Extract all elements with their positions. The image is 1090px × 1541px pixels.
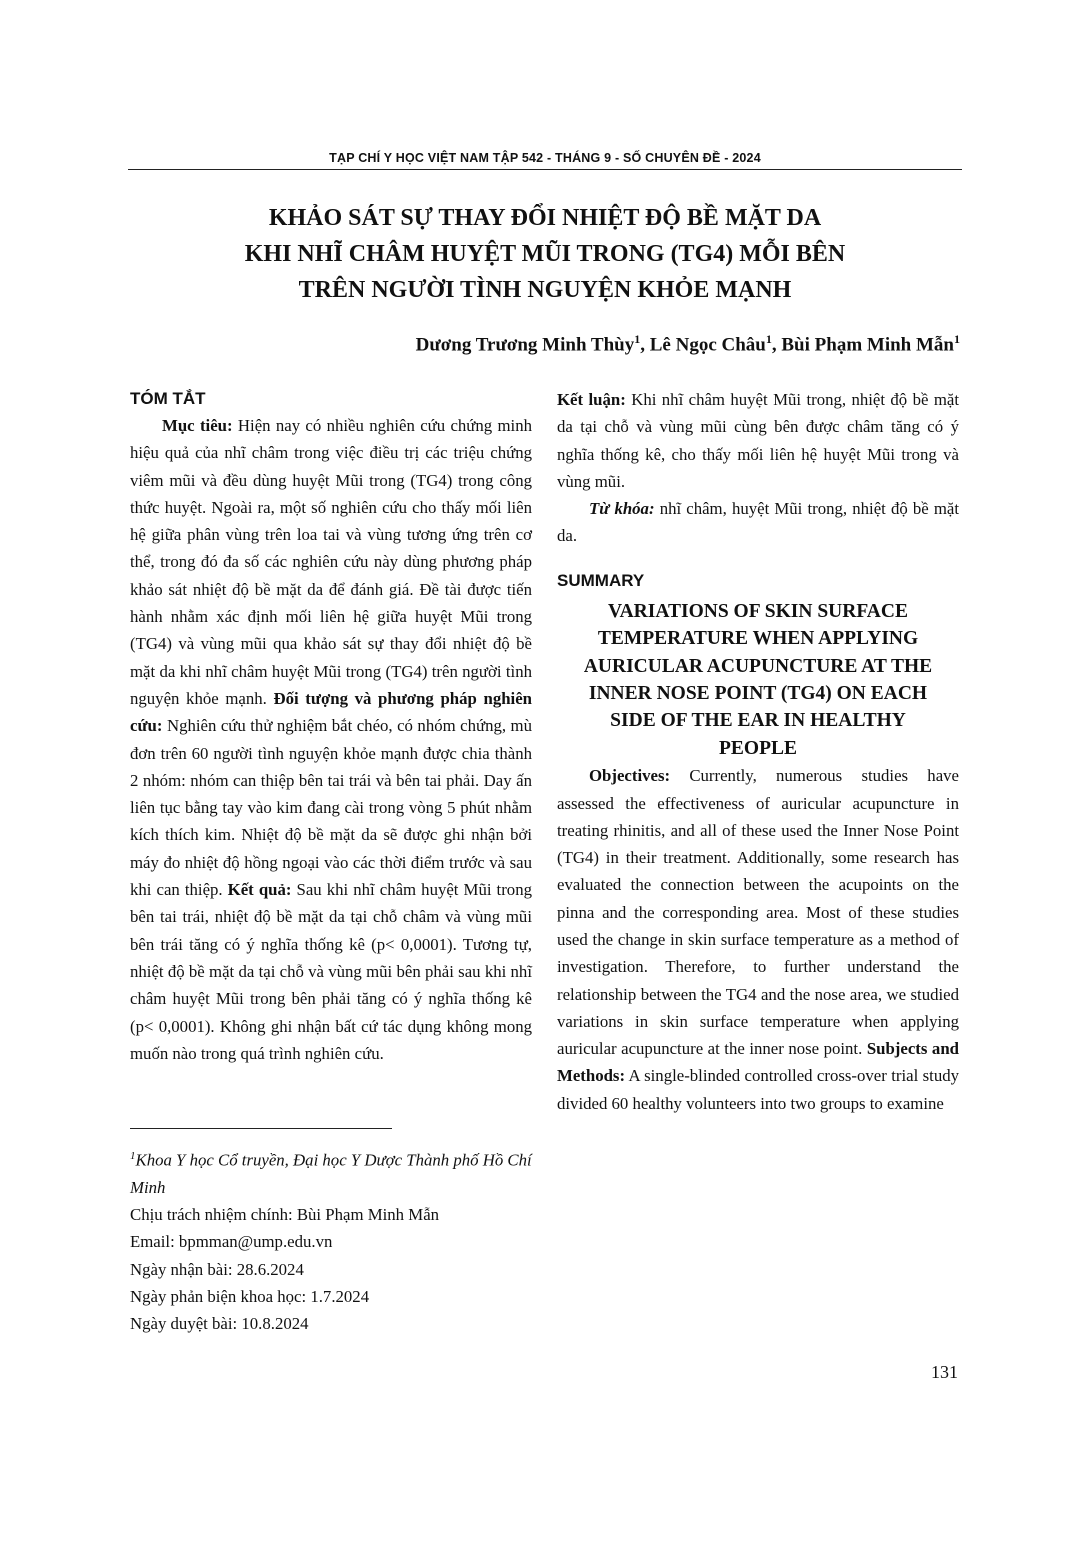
footnote-reviewed: Ngày phản biện khoa học: 1.7.2024 [130, 1287, 370, 1307]
footnote-accepted: Ngày duyệt bài: 10.8.2024 [130, 1314, 309, 1334]
author-affiliation-mark: 1 [634, 332, 641, 346]
objectives-label: Objectives: [589, 766, 671, 786]
footnote-rule [130, 1128, 392, 1129]
conclusion-label: Kết luận: [557, 390, 626, 409]
footnote-email: Email: bpmman@ump.edu.vn [130, 1232, 333, 1252]
methods-text: Nghiên cứu thử nghiệm bắt chéo, có nhóm chứng, mù đơn trên 60 người tình nguyện khỏe mạnh được chia thành 2 nhóm: nhóm can thiệp bên tai trái và bên tai phải. Day ấn liên tục bằng tay vào kim đang cài trong vòng 5 phút nhằm kích thích kim. Nhiệt độ bề mặt da sẽ được ghi nhận bởi máy đo nhiệt độ hồng ngoại vào các thời điểm trước và sau khi can thiệp. [130, 716, 532, 900]
title-line: KHẢO SÁT SỰ THAY ĐỔI NHIỆT ĐỘ BỀ MẶT DA [268, 205, 822, 231]
footnotes [130, 1143, 532, 1338]
author-affiliation-mark: 1 [765, 332, 772, 346]
author-list: Dương Trương Minh Thùy$^1$, Lê Ngọc Châu$^1$, Bùi Phạm Minh Mẫn$^1$ [415, 332, 960, 356]
english-title-line: INNER NOSE POINT (TG4) ON EACH [588, 683, 928, 704]
right-column [557, 386, 959, 1117]
results-text: Sau khi nhĩ châm huyệt Mũi trong bên tai trái, nhiệt độ bề mặt da tại chỗ châm và vùng mũi bên trái tăng có ý nghĩa thống kê (p< 0,0001). Tương tự, nhiệt độ bề mặt da tại chỗ và vùng mũi bên phải sau khi nhĩ châm huyệt Mũi trong bên phải tăng có ý nghĩa thống kê (p< 0,0001). Không ghi nhận bất cứ tác dụng không mong muốn nào trong quá trình nghiên cứu. [130, 880, 532, 1063]
abstract-continuation [557, 386, 959, 495]
results-label: Kết quả: [227, 880, 292, 900]
affiliation-text: Khoa Y học Cổ truyền, Đại học Y Dược Thành phố Hồ Chí Minh [130, 1150, 532, 1197]
title-line: KHI NHĨ CHÂM HUYỆT MŨI TRONG (TG4) MỖI BÊN [244, 241, 846, 267]
subjects-methods-text: A single-blinded controlled cross-over trial study divided 60 healthy volunteers into two groups to examine [557, 1066, 959, 1113]
footnote-corresponding: Chịu trách nhiệm chính: Bùi Phạm Minh Mẫn [130, 1205, 440, 1225]
journal-header: TẠP CHÍ Y HỌC VIỆT NAM TẬP 542 - THÁNG 9 - SỐ CHUYÊN ĐỀ - 2024 [329, 151, 761, 165]
page-number: 131 [931, 1362, 958, 1382]
affiliation-mark: 1 [130, 1150, 136, 1162]
methods-label: Đối tượng và phương pháp nghiên cứu: [130, 688, 532, 736]
english-title [557, 598, 959, 762]
english-title-line: PEOPLE [718, 737, 797, 759]
header-rule [128, 169, 962, 170]
subjects-methods-label: Subjects and Methods: [557, 1039, 959, 1086]
left-column [130, 386, 532, 1067]
footnote-received: Ngày nhận bài: 28.6.2024 [130, 1259, 304, 1279]
title-line: TRÊN NGƯỜI TÌNH NGUYỆN KHỎE MẠNH [298, 277, 792, 303]
summary-heading: SUMMARY [557, 570, 645, 590]
english-title-line: AURICULAR ACUPUNCTURE AT THE [583, 655, 933, 677]
english-title-line: TEMPERATURE WHEN APPLYING [597, 628, 919, 650]
objective-label: Mục tiêu: [162, 416, 233, 435]
objectives-text: Currently, numerous studies have assessed the effectiveness of auricular acupuncture in treating rhinitis, and all of these used the Inner Nose Point (TG4) in their treatment. Additionally, some research has evaluated the connection between the acupoints on the pinna and the corresponding area. Most of these studies used the change in skin surface temperature as a method of investigation. Therefore, to further understand the relationship between the TG4 and the nose area, we studied variations in skin surface temperature when applying auricular acupuncture at the inner nose point. [557, 766, 959, 1059]
author-affiliation-mark: 1 [954, 332, 960, 346]
abstract-heading: TÓM TẮT [130, 389, 206, 408]
english-title-line: SIDE OF THE EAR IN HEALTHY [610, 710, 906, 732]
abstract-paragraph [130, 412, 532, 1067]
objective-text: Hiện nay có nhiều nghiên cứu chứng minh hiệu quả của nhĩ châm trong việc điều trị các triệu chứng viêm mũi và đều dùng huyệt Mũi trong (TG4) trong công thức huyệt. Ngoài ra, một số nghiên cứu cho thấy mối liên hệ giữa phân vùng trên loa tai và vùng tương ứng trên cơ thể, trong đó đa số các nghiên cứu này dùng phương pháp khảo sát nhiệt độ bề mặt da để đánh giá. Đề tài được tiến hành nhằm xác định mối liên hệ giữa huyệt Mũi trong (TG4) và vùng mũi qua khảo sát sự thay đổi nhiệt độ bề mặt da khi nhĩ châm huyệt Mũi trong (TG4) trên người tình nguyện khỏe mạnh. [130, 416, 533, 708]
author-name: Dương Trương Minh Thùy [415, 334, 635, 356]
article-title [128, 200, 962, 308]
keywords-label: Từ khóa: [589, 499, 655, 519]
keywords-text: nhĩ châm, huyệt Mũi trong, nhiệt độ bề mặt da. [557, 499, 960, 546]
author-name: Bùi Phạm Minh Mẫn [781, 334, 954, 356]
footnote-affiliation [130, 1143, 532, 1201]
english-title-line: VARIATIONS OF SKIN SURFACE [608, 600, 908, 622]
author-name: Lê Ngọc Châu [649, 334, 766, 356]
keywords-paragraph [557, 495, 959, 550]
summary-paragraph [557, 762, 959, 1117]
conclusion-text: Khi nhĩ châm huyệt Mũi trong, nhiệt độ bề mặt da tại chỗ và vùng mũi cùng bên được châm tăng có ý nghĩa thống kê, cho thấy mối liên hệ huyệt Mũi trong và vùng mũi. [557, 390, 960, 491]
